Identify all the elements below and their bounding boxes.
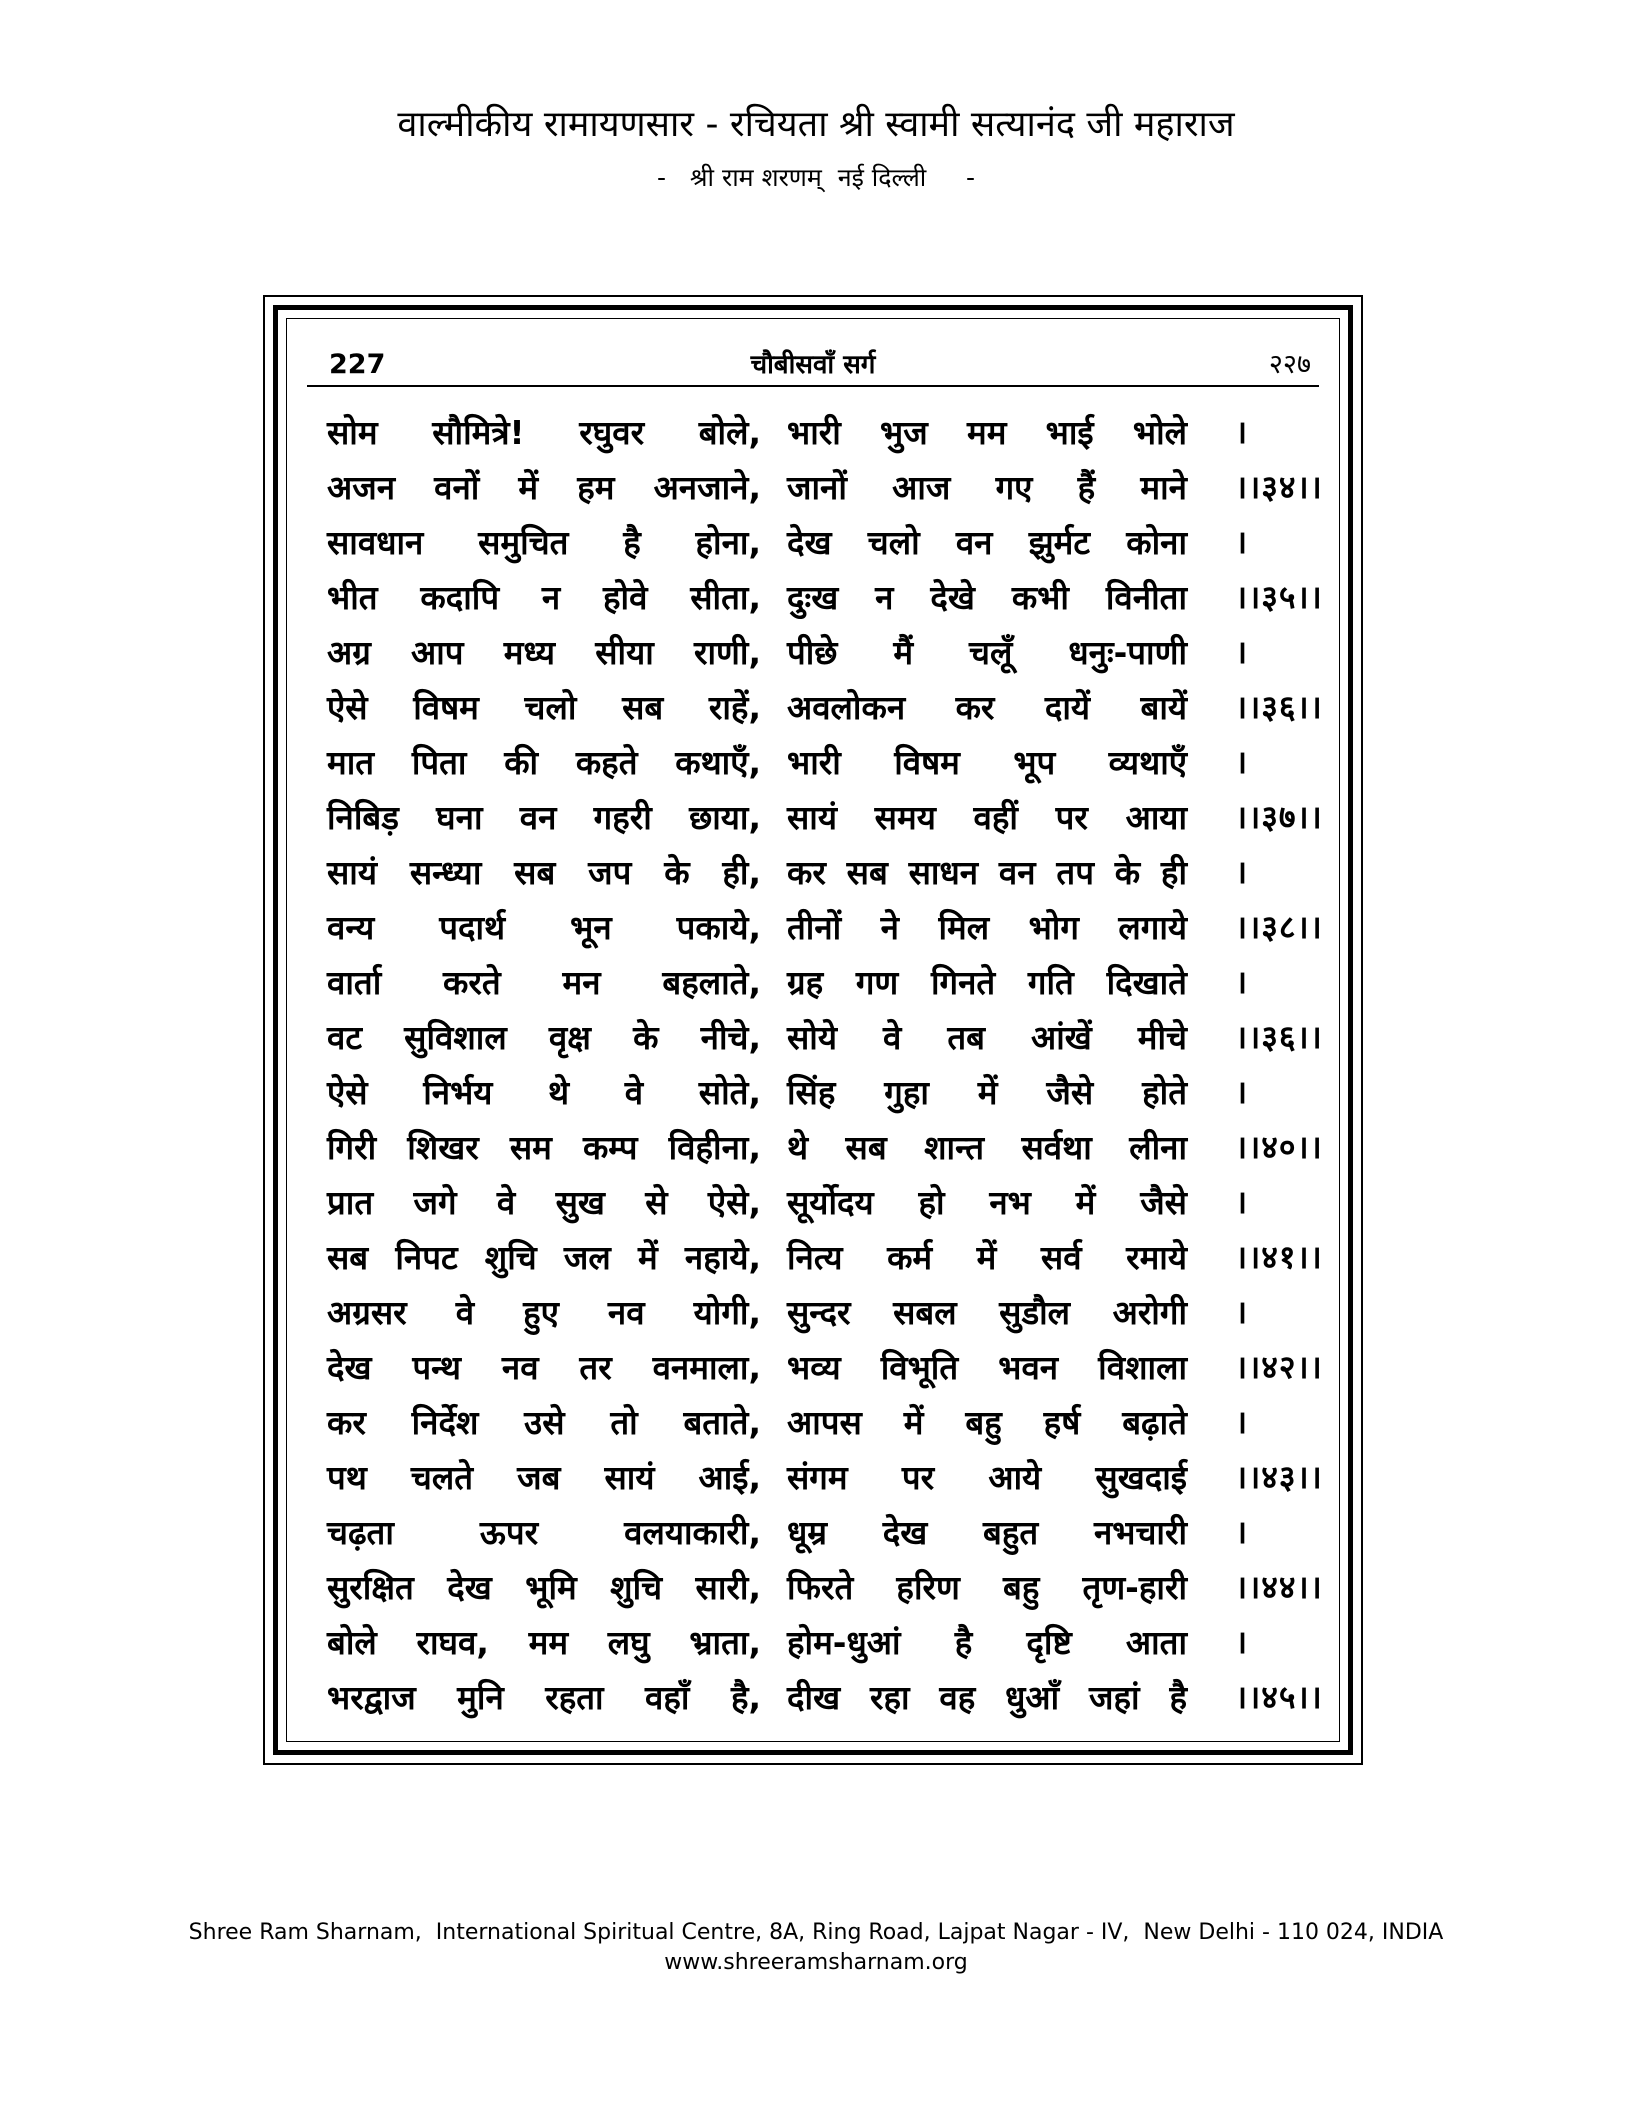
verse-second-half: कर सब साधन वन तप के ही (787, 853, 1187, 892)
verse-first-half: सायं सन्ध्या सब जप के ही, (327, 853, 761, 892)
verse-second-half: आपस में बहु हर्ष बढ़ाते (787, 1403, 1187, 1442)
verse-first-half: अग्रसर वे हुए नव योगी, (327, 1293, 761, 1332)
verse-row (327, 790, 1377, 845)
verse-row (327, 1505, 1377, 1560)
verse-number: । (1235, 523, 1249, 561)
verse-first-half: सोम सौमित्रे! रघुवर बोले, (327, 413, 761, 452)
document-subtitle: - श्री राम शरणम् नई दिल्ली - (656, 163, 976, 192)
verse-second-half: सूर्योदय हो नभ में जैसे (787, 1183, 1187, 1222)
verse-number: ।।४१।। (1235, 1238, 1323, 1276)
verse-second-half: धूम्र देख बहुत नभचारी (787, 1513, 1187, 1552)
verse-first-half: प्रात जगे वे सुख से ऐसे, (327, 1183, 761, 1222)
verse-first-half: सब निपट शुचि जल में नहाये, (327, 1238, 761, 1277)
verse-second-half: सिंह गुहा में जैसे होते (787, 1073, 1187, 1112)
verse-number: ।।४५।। (1235, 1678, 1323, 1716)
verse-number: । (1235, 1513, 1249, 1551)
verse-number: ।।४३।। (1235, 1458, 1323, 1496)
verse-first-half: ऐसे विषम चलो सब राहें, (327, 688, 761, 727)
verse-second-half: सोये वे तब आंखें मीचे (787, 1018, 1187, 1057)
verse-first-half: देख पन्थ नव तर वनमाला, (327, 1348, 761, 1387)
verse-second-half: संगम पर आये सुखदाई (787, 1458, 1187, 1497)
verse-number: ।।३८।। (1235, 908, 1323, 946)
verse-row (327, 845, 1377, 900)
verse-number: ।।३६।। (1235, 1018, 1323, 1056)
document-title: वाल्मीकीय रामायणसार - रचियता श्री स्वामी सत्यानंद जी महाराज (397, 104, 1235, 145)
verse-first-half: अग्र आप मध्य सीया राणी, (327, 633, 761, 672)
verse-second-half: ग्रह गण गिनते गति दिखाते (787, 963, 1187, 1002)
verse-second-half: होम-धुआं है दृष्टि आता (787, 1623, 1187, 1662)
verse-first-half: पथ चलते जब सायं आई, (327, 1458, 761, 1497)
verse-row (327, 1340, 1377, 1395)
verse-first-half: भरद्वाज मुनि रहता वहाँ है, (327, 1678, 761, 1717)
verse-number: ।।३४।। (1235, 468, 1323, 506)
verse-second-half: दीख रहा वह धुआँ जहां है (787, 1678, 1187, 1717)
verse-first-half: सुरक्षित देख भूमि शुचि सारी, (327, 1568, 761, 1607)
verse-row (327, 1010, 1377, 1065)
footer-address: Shree Ram Sharnam, International Spiritual Centre, 8A, Ring Road, Lajpat Nagar - IV, New Delhi - 110 024, INDIA (188, 1920, 1444, 1945)
verse-row (327, 1065, 1377, 1120)
verse-number: ।।३५।। (1235, 578, 1323, 616)
verse-second-half: भारी भुज मम भाई भोले (787, 413, 1187, 452)
verse-row (327, 1450, 1377, 1505)
verse-number: ।।३६।। (1235, 688, 1323, 726)
verse-second-half: नित्य कर्म में सर्व रमाये (787, 1238, 1187, 1277)
verse-number: । (1235, 1293, 1249, 1331)
verse-second-half: भव्य विभूति भवन विशाला (787, 1348, 1187, 1387)
verse-list (327, 405, 1377, 1725)
verse-row (327, 1670, 1377, 1725)
verse-first-half: बोले राघव, मम लघु भ्राता, (327, 1623, 761, 1662)
frame-border-inner (286, 318, 1340, 1742)
verse-second-half: थे सब शान्त सर्वथा लीना (787, 1128, 1187, 1167)
verse-row (327, 680, 1377, 735)
verse-first-half: सावधान समुचित है होना, (327, 523, 761, 562)
verse-first-half: मात पिता की कहते कथाएँ, (327, 743, 761, 782)
frame-border-thick (273, 305, 1353, 1755)
verse-row (327, 515, 1377, 570)
verse-number: । (1235, 743, 1249, 781)
verse-row (327, 1120, 1377, 1175)
verse-number: । (1235, 1403, 1249, 1441)
verse-second-half: अवलोकन कर दायें बायें (787, 688, 1187, 727)
verse-number: ।।४०।। (1235, 1128, 1323, 1166)
verse-number: ।।४२।। (1235, 1348, 1323, 1386)
verse-first-half: चढ़ता ऊपर वलयाकारी, (327, 1513, 761, 1552)
verse-number: । (1235, 1183, 1249, 1221)
verse-second-half: तीनों ने मिल भोग लगाये (787, 908, 1187, 947)
verse-row (327, 1230, 1377, 1285)
verse-second-half: सायं समय वहीं पर आया (787, 798, 1187, 837)
verse-row (327, 1395, 1377, 1450)
chapter-title: चौबीसवाँ सर्ग (750, 350, 876, 380)
verse-first-half: कर निर्देश उसे तो बताते, (327, 1403, 761, 1442)
verse-first-half: वट सुविशाल वृक्ष के नीचे, (327, 1018, 761, 1057)
verse-second-half: पीछे मैं चलूँ धनुः-पाणी (787, 633, 1187, 672)
verse-row (327, 1175, 1377, 1230)
verse-number: । (1235, 633, 1249, 671)
page-number-devanagari: २२७ (1268, 349, 1311, 380)
verse-first-half: ऐसे निर्भय थे वे सोते, (327, 1073, 761, 1112)
verse-number: । (1235, 963, 1249, 1001)
verse-second-half: फिरते हरिण बहु तृण-हारी (787, 1568, 1187, 1607)
verse-first-half: वन्य पदार्थ भून पकाये, (327, 908, 761, 947)
verse-row (327, 900, 1377, 955)
page-number-arabic: 227 (329, 349, 386, 380)
verse-row (327, 625, 1377, 680)
verse-row (327, 735, 1377, 790)
verse-number: ।।३७।। (1235, 798, 1323, 836)
verse-row (327, 1285, 1377, 1340)
verse-row (327, 570, 1377, 625)
verse-number: । (1235, 413, 1249, 451)
footer-website: www.shreeramsharnam.org (664, 1950, 968, 1975)
verse-row (327, 405, 1377, 460)
verse-second-half: देख चलो वन झुर्मट कोना (787, 523, 1187, 562)
verse-row (327, 1615, 1377, 1670)
verse-row (327, 955, 1377, 1010)
verse-second-half: दुःख न देखे कभी विनीता (787, 578, 1187, 617)
verse-second-half: भारी विषम भूप व्यथाएँ (787, 743, 1187, 782)
verse-row (327, 1560, 1377, 1615)
verse-first-half: निबिड़ घना वन गहरी छाया, (327, 798, 761, 837)
verse-first-half: वार्ता करते मन बहलाते, (327, 963, 761, 1002)
verse-first-half: भीत कदापि न होवे सीता, (327, 578, 761, 617)
verse-number: ।।४४।। (1235, 1568, 1323, 1606)
verse-number: । (1235, 1073, 1249, 1111)
verse-second-half: सुन्दर सबल सुडौल अरोगी (787, 1293, 1187, 1332)
page-frame (263, 295, 1363, 1765)
page-header (307, 347, 1319, 387)
verse-row (327, 460, 1377, 515)
verse-first-half: गिरी शिखर सम कम्प विहीना, (327, 1128, 761, 1167)
verse-number: । (1235, 1623, 1249, 1661)
verse-second-half: जानों आज गए हैं माने (787, 468, 1187, 507)
verse-number: । (1235, 853, 1249, 891)
verse-first-half: अजन वनों में हम अनजाने, (327, 468, 761, 507)
